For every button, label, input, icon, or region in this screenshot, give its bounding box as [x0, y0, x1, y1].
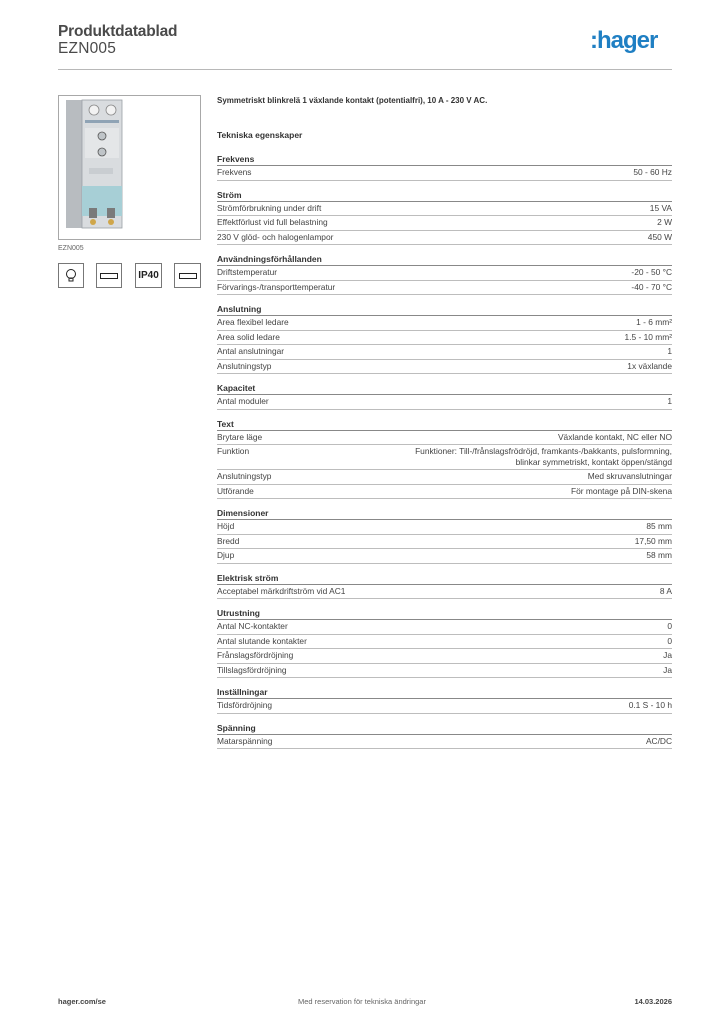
spec-row [217, 266, 672, 281]
spec-row [217, 331, 672, 346]
document-title: Produktdatablad [58, 23, 178, 40]
spec-group-title: Frekvens [217, 145, 672, 166]
spec-label: Antal NC-kontakter [217, 621, 288, 631]
spec-value: -40 - 70 °C [631, 281, 672, 292]
spec-value: 1 [667, 346, 672, 356]
spec-group [217, 295, 672, 374]
footer-website[interactable]: hager.com/se [58, 997, 106, 1006]
spec-group [217, 410, 672, 500]
spec-row [217, 360, 672, 375]
relay-module-illustration [59, 96, 200, 239]
spec-value: 2 W [657, 217, 672, 227]
spec-label: Area flexibel ledare [217, 317, 289, 327]
ip-rating-badge: IP40 [135, 263, 162, 288]
spec-row [217, 549, 672, 564]
spec-group [217, 564, 672, 600]
spec-label: Anslutningstyp [217, 471, 272, 481]
spec-group [217, 599, 672, 678]
spec-row [217, 395, 672, 410]
spec-value: Ja [663, 664, 672, 675]
spec-value-line: blinkar symmetriskt, kontakt öppen/stängd [515, 457, 672, 467]
spec-group [217, 245, 672, 295]
spec-value: -20 - 50 °C [631, 267, 672, 277]
spec-label: Strömförbrukning under drift [217, 202, 322, 213]
spec-row [217, 735, 672, 750]
spec-group-title: Inställningar [217, 678, 672, 699]
spec-value-line: Funktioner: Till-/frånslagsfrödröjd, framkants-/bakkants, pulsformning, [415, 446, 672, 456]
spec-label: 230 V glöd- och halogenlampor [217, 231, 334, 242]
specifications [217, 96, 672, 749]
spec-value: 0.1 S - 10 h [628, 700, 672, 710]
spec-label: Funktion [217, 446, 250, 456]
spec-row [217, 216, 672, 231]
spec-value: 1x växlande [627, 360, 672, 371]
spec-row [217, 445, 672, 470]
footer-date: 14.03.2026 [634, 997, 672, 1006]
spec-label: Anslutningstyp [217, 360, 272, 371]
spec-row [217, 231, 672, 246]
spec-row [217, 620, 672, 635]
spec-label: Brytare läge [217, 431, 263, 442]
hager-logo[interactable] [590, 28, 672, 56]
spec-label: Antal slutande kontakter [217, 635, 307, 646]
spec-value: AC/DC [645, 735, 672, 746]
spec-label: Effektförlust vid full belastning [217, 217, 328, 227]
spec-row [217, 520, 672, 535]
spec-row [217, 281, 672, 296]
spec-group-title: Kapacitet [217, 374, 672, 395]
spec-row [217, 649, 672, 664]
spec-value: Ja [663, 650, 672, 660]
spec-row [217, 431, 672, 446]
product-code: EZN005 [58, 40, 117, 57]
spec-group [217, 145, 672, 181]
spec-value: 17,50 mm [634, 535, 672, 546]
spec-group-title: Utrustning [217, 599, 672, 620]
product-description: Symmetriskt blinkrelä 1 växlande kontakt (potentialfri), 10 A - 230 V AC. [217, 96, 488, 105]
spec-row [217, 345, 672, 360]
spec-label: Frånslagsfördröjning [217, 650, 294, 660]
spec-group-title: Spänning [217, 714, 672, 735]
spec-value: 85 mm [646, 521, 672, 531]
spec-label: Höjd [217, 521, 235, 531]
spec-value [415, 446, 672, 468]
spec-label: Antal anslutningar [217, 346, 285, 356]
svg-text::hager: :hager [590, 28, 658, 54]
spec-row [217, 699, 672, 714]
spec-value: 50 - 60 Hz [633, 167, 672, 177]
spec-value: 8 A [659, 585, 672, 596]
spec-group [217, 499, 672, 564]
spec-value: 1.5 - 10 mm² [624, 331, 672, 342]
spec-label: Driftstemperatur [217, 267, 278, 277]
spec-row [217, 166, 672, 181]
lamp-icon [58, 263, 84, 288]
spec-group [217, 678, 672, 714]
spec-row [217, 202, 672, 217]
spec-label: Förvarings-/transporttemperatur [217, 281, 336, 292]
spec-value: 0 [667, 635, 672, 646]
spec-label: Matarspänning [217, 735, 273, 746]
spec-group-title: Elektrisk ström [217, 564, 672, 585]
spec-row [217, 635, 672, 650]
spec-group [217, 374, 672, 410]
spec-groups [217, 145, 672, 749]
spec-group-title: Dimensioner [217, 499, 672, 520]
specs-heading: Tekniska egenskaper [217, 130, 303, 140]
image-caption: EZN005 [58, 245, 84, 252]
spec-label: Area solid ledare [217, 331, 280, 342]
product-image [58, 95, 201, 240]
spec-label: Frekvens [217, 167, 252, 177]
spec-value: Med skruvanslutningar [587, 471, 672, 481]
din-rail-icon [96, 263, 122, 288]
spec-group [217, 714, 672, 750]
spec-row [217, 535, 672, 550]
spec-row [217, 585, 672, 600]
spec-row [217, 316, 672, 331]
spec-group-title: Ström [217, 181, 672, 202]
spec-row [217, 485, 672, 500]
spec-label: Acceptabel märkdriftström vid AC1 [217, 585, 346, 596]
spec-value: 58 mm [646, 550, 672, 560]
spec-value: 15 VA [649, 202, 672, 213]
page-header [58, 20, 672, 70]
spec-group [217, 181, 672, 246]
spec-row [217, 470, 672, 485]
spec-value: Växlande kontakt, NC eller NO [557, 431, 672, 442]
spec-value: 1 - 6 mm² [636, 317, 672, 327]
footer-disclaimer: Med reservation för tekniska ändringar [298, 997, 426, 1006]
spec-label: Tillslagsfördröjning [217, 664, 287, 675]
spec-group-title: Anslutning [217, 295, 672, 316]
spec-value: 450 W [647, 231, 672, 242]
spec-group-title: Text [217, 410, 672, 431]
spec-label: Utförande [217, 485, 254, 496]
spec-value: 0 [667, 621, 672, 631]
spec-value: För montage på DIN-skena [570, 485, 672, 496]
spec-label: Tidsfördröjning [217, 700, 273, 710]
spec-value: 1 [667, 396, 672, 406]
module-width-icon [174, 263, 201, 288]
spec-group-title: Användningsförhållanden [217, 245, 672, 266]
spec-label: Antal moduler [217, 396, 269, 406]
spec-label: Djup [217, 550, 235, 560]
spec-label: Bredd [217, 535, 240, 546]
spec-row [217, 664, 672, 679]
